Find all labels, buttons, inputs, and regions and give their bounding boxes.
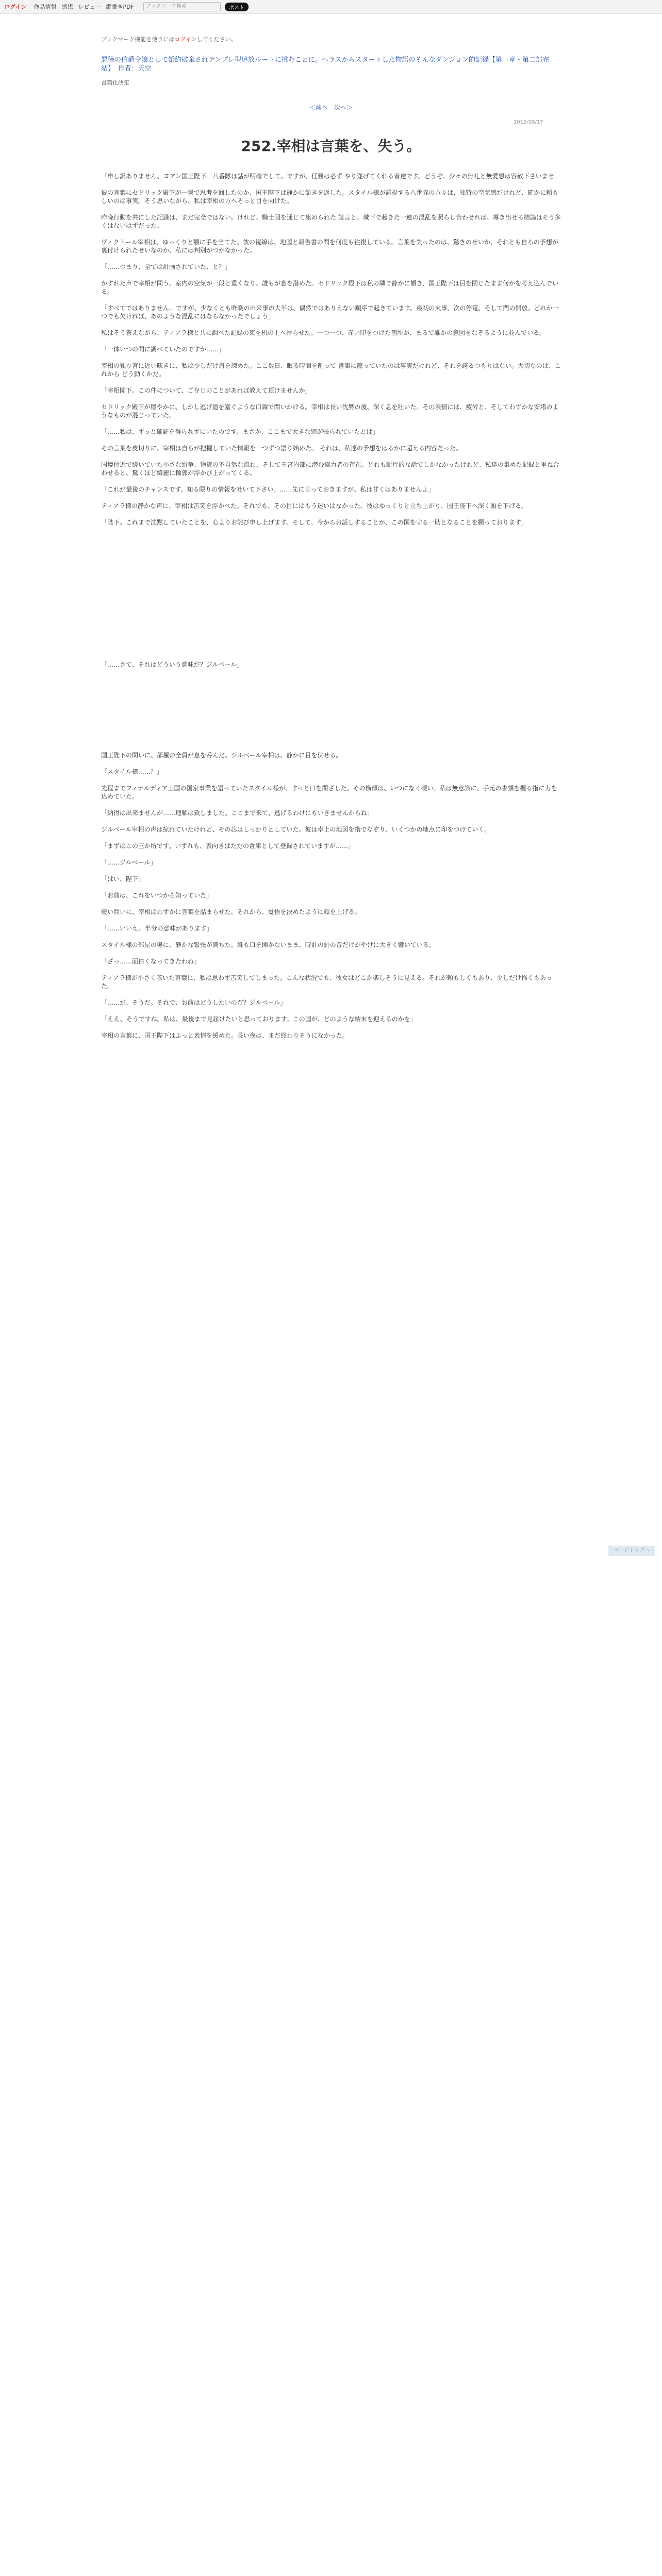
bookmark-search-input[interactable]: ブックマーク検索	[143, 2, 221, 11]
book-status: 書籍化決定	[101, 79, 129, 86]
nav-impressions[interactable]: 感想	[61, 4, 73, 10]
body-paragraph: かすれた声で宰相が問う。室内の空気が一段と重くなり、誰もが息を潜めた。セドリック殿下は私の隣で静かに頷き、国王陛下は目を閉じたまま何かを考え込んでいる。	[101, 280, 559, 295]
body-paragraph: 「まずはこの三か所です。いずれも、表向きはただの倉庫として登録されていますが……」	[101, 842, 355, 850]
body-paragraph: 「……いいえ、半分の意味があります」	[101, 925, 213, 932]
body-paragraph: スタイル様の部屋の奥に、静かな緊張が満ちた。誰も口を開かないまま、時計の針の音だけがやけに大きく響いている。	[101, 941, 435, 948]
body-paragraph: 私はそう答えながら、ティアラ様と共に調べた記録の束を机の上へ滑らせた。一つ一つ、赤い印をつけた箇所が、まるで誰かの意図をなぞるように並んでいる。	[101, 329, 546, 336]
body-paragraph: 国王陛下の問いに、部屋の全員が息を呑んだ。ジルベール宰相は、静かに目を伏せる。	[101, 752, 342, 759]
body-paragraph: ジルベール宰相の声は掠れていたけれど、その芯はしっかりとしていた。彼は卓上の地図を指でなぞり、いくつかの地点に印をつけていく。	[101, 826, 491, 833]
body-paragraph: 国境付近で続いていた小さな紛争、物資の不自然な流れ、そして王宮内部に潜む協力者の存在。どれも断片的な話でしかなかったけれど、私達の集めた記録と重ね合わせると、驚くほど綺麗に輪郭が浮かび上がってくる。	[101, 461, 559, 477]
body-paragraph: ヴィクトール宰相は、ゆっくりと顎に手を当てた。彼の視線は、地図と報告書の間を何度も往復している。言葉を失ったのは、驚きのせいか、それとも自らの予想が裏付けられたせいなのか、私には判別がつかなかった。	[101, 239, 558, 254]
body-paragraph: 「……ジルベール」	[101, 859, 157, 866]
body-paragraph: 「納得は出来ませんが……理解は致しました。ここまで来て、逃げるわけにもいきませんからね」	[101, 809, 373, 817]
body-paragraph: ティアラ様の静かな声に、宰相は苦笑を浮かべた。それでも、その目にはもう迷いはなかった。彼はゆっくりと立ち上がり、国王陛下へ深く頭を下げる。	[101, 502, 527, 510]
body-paragraph: 「ええ、そうですね。私は、最後まで見届けたいと思っております。この国が、どのような結末を迎えるのかを」	[101, 1015, 417, 1023]
nav-vertical-pdf[interactable]: 縦書きPDF	[106, 4, 134, 10]
body-paragraph: 「すべてではありません。ですが、少なくとも昨晩の出来事の大半は、偶然ではありえない順序で起きています。最初の火事、次の停電、そして門の開放。どれか一つでも欠ければ、あのような混乱にはならなかったでしょう」	[101, 304, 559, 320]
body-paragraph: 宰相の言葉に、国王陛下はふっと表情を緩めた。長い夜は、まだ終わりそうになかった。	[101, 1032, 349, 1039]
notice-prefix: ブックマーク機能を使うには	[101, 36, 175, 43]
body-paragraph: 「……つまり、全ては計画されていた、と？」	[101, 263, 231, 270]
login-link[interactable]: ログイン	[4, 4, 27, 10]
body-paragraph: 「陛下。これまで沈黙していたことを、心よりお詫び申し上げます。そして、今からお話しすることが、この国を守る一助となることを願っております」	[101, 519, 527, 526]
body-paragraph: 「……私は、ずっと確証を得られずにいたのです。まさか、ここまで大きな網が張られていたとは」	[101, 428, 379, 435]
chapter-title: 252.宰相は言葉を、失う。	[241, 138, 421, 155]
body-paragraph: 宰相の独り言に近い呟きに、私は少しだけ肩を竦めた。ここ数日、眠る時間を削って 書庫に籠っていたのは事実だけれど、それを誇るつもりはない。大切なのは、これから どう動くかだ。	[101, 362, 561, 378]
body-paragraph: 昨晩行動を共にした記録は、まだ完全ではない。けれど、騎士団を通じて集められた 証言と、城下で起きた一連の混乱を照らし合わせれば、導き出せる結論はそう多くはないはずだった。	[101, 214, 561, 229]
body-paragraph: 「お前は、これをいつから知っていた」	[101, 892, 213, 899]
body-paragraph: 「一体いつの間に調べていたのですか……」	[101, 346, 225, 353]
body-paragraph: 先程までフィナルディア王国の国家事業を語っていたスタイル様が、すっと口を閉ざした。その横顔は、いつになく硬い。私は無意識に、手元の書類を握る指に力を込めていた。	[101, 785, 557, 800]
bookmark-notice	[101, 35, 237, 43]
body-paragraph: 「はい、陛下」	[101, 875, 145, 883]
body-paragraph: ティアラ様が小さく呟いた言葉に、私は思わず苦笑してしまった。こんな状況でも、彼女はどこか楽しそうに見える。それが頼もしくもあり、少しだけ怖くもあった。	[101, 974, 552, 990]
body-paragraph: 「申し訳ありません、ヨアン国王陛下。八番隊は話が明確でして。ですが、任務は必ず やり遂げてくれる者達です。どうぞ、少々の無礼と無愛想は容赦下さいませ」	[101, 173, 560, 180]
page-top-button[interactable]: ページトップへ	[608, 1546, 655, 1556]
chapter-pager[interactable]: ＜前へ 次へ＞	[309, 104, 353, 111]
body-paragraph: セドリック殿下が穏やかに、しかし逃げ道を塞ぐような口調で問いかける。宰相は長い沈黙の後、深く息を吐いた。その表情には、疲労と、そしてわずかな安堵のようなものが混じっていた。	[101, 403, 559, 419]
nav-work-info[interactable]: 作品情報	[34, 4, 57, 10]
body-paragraph: 短い問いに、宰相はわずかに言葉を詰まらせた。それから、覚悟を決めたように顔を上げる。	[101, 908, 361, 916]
body-paragraph: 「……さて、それはどういう意味だ？ジルベール」	[101, 661, 243, 668]
body-paragraph: 「宰相閣下。この件について、ご存じのことがあれば教えて頂けませんか」	[101, 387, 311, 394]
chapter-body	[101, 172, 561, 1048]
notice-suffix: してください。	[196, 36, 237, 43]
top-nav-bar	[0, 0, 662, 14]
post-date: 2012/09/17	[514, 120, 543, 125]
series-title-link[interactable]: 悪徳の伯爵令嬢として婚約破棄されテンプレ型追放ルートに挑むことに。ヘラスからスタートした物語のそんなダンジョン的記録【第一章・第二部完結】 作者：天空	[101, 56, 549, 73]
notice-login-link[interactable]: ログイン	[174, 36, 197, 43]
nav-review[interactable]: レビュー	[78, 4, 101, 10]
body-paragraph: 彼の言葉にセドリック殿下が一瞬で思考を回したのか、国王陛下は静かに頷きを返した。スタイル様が監視する八番隊の方々は、独特の空気感だけれど、確かに頼もしいのは事実。そう思いながら、私は宰相の方へそっと目を向けた。	[101, 189, 559, 205]
body-paragraph: 「ざっ……面白くなってきたわね」	[101, 958, 201, 965]
body-paragraph: 「スタイル様……？」	[101, 768, 163, 775]
body-paragraph: その言葉を皮切りに、宰相は自らが把握していた情報を一つずつ語り始めた。 それは、私達の予想をはるかに超える内容だった。	[101, 445, 462, 452]
body-paragraph: 「……だ、そうだ。それで、お前はどうしたいのだ？ジルベール」	[101, 999, 287, 1006]
body-paragraph: 「これが最後のチャンスです。知る限りの情報を吐いて下さい。……先に言っておきますが、私は甘くはありませんよ」	[101, 486, 435, 493]
post-button[interactable]: ポスト	[225, 3, 249, 11]
